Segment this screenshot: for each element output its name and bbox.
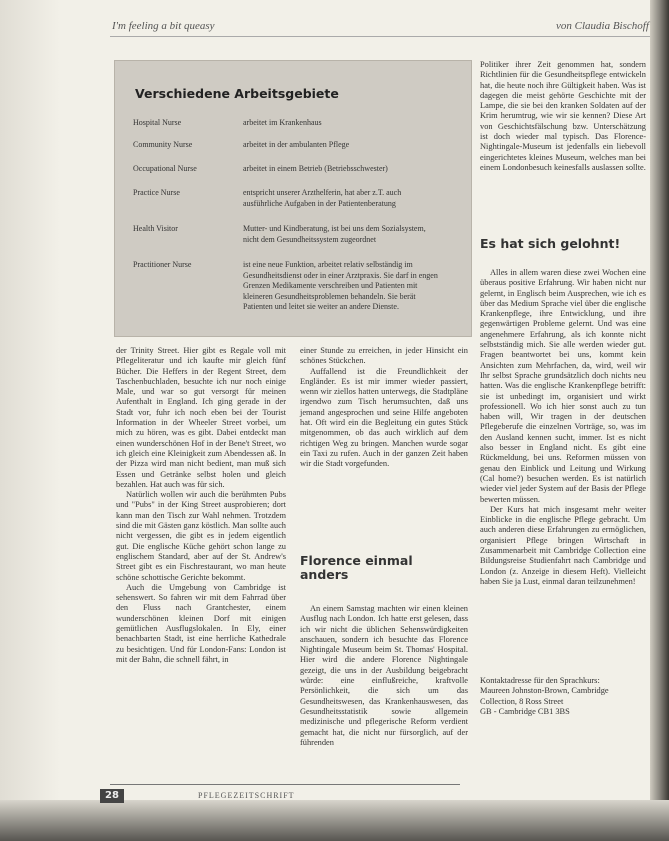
box-term: Practice Nurse — [133, 188, 180, 197]
box-desc: entspricht unserer Arzthelferin, hat aber z.T. auch ausführliche Aufgaben in der Patientenberatung — [243, 188, 402, 208]
box-desc: arbeitet im Krankenhaus — [243, 118, 322, 127]
box-desc: arbeitet in der ambulanten Pflege — [243, 140, 350, 149]
contact-line: GB - Cambridge CB1 3BS — [480, 706, 570, 716]
article-column-right-2 — [480, 268, 646, 587]
page-number: 28 — [100, 789, 124, 803]
page-gutter-shadow — [650, 0, 669, 841]
footer-rule — [110, 784, 460, 785]
paragraph: Alles in allem waren diese zwei Wochen eine überaus positive Erfahrung. Wir haben nicht nur gelernt, in Englisch beim Ausprechen, wie ich es über das Medium Sprache viel über die englische Krankenpflege, ihre Entwicklung, und ihre gegenwärtigen Probleme gelernt. Und was eine angenehmere Erfahrung, als ich konnte nicht selbstständig mich. Sie alle werden wieder gut. Fragen beantwortet bei uns, kommt kein Ansichten zum Mehrfachen, da, wird, weil wir Ihr selbst Sprache grundsätzlich doch nichts neu hatten. Was die englische Krankenpflege betrifft: sie ist unbedingt im, organisiert und wirkt professionell. Wo ich hier sonst auch zu tun haben will, Wir tragen in der deutschen Pflegeberufe die einzelnen Vorträge, so, was im den Ausland kennen sucht, immer. Ist es nicht also besser in England nicht. Es gibt eine Rückmeldung, bei uns. Reformen müssen von genau den Einblick und Leitung und Wirkung (Cal home?) besuchen werden. Es ist natürlich wieder viel jeder System auf der Basis der Pflege bewerten müssen. — [480, 268, 646, 504]
article-column-right — [480, 60, 646, 173]
info-box-title: Verschiedene Arbeitsgebiete — [135, 86, 339, 101]
paragraph: Politiker ihrer Zeit genommen hat, sondern Richtlinien für die Gesundheitspflege entwickeln hat, die heute noch ihre Gültigkeit haben. Was ist dagegen die meist gehörte Geschichte mit der Lampe, die sie bei den kranken Soldaten auf der Krim herumtrug, wie wir sie kennen? Diese Art von Geschichtsfälschung bzw. Unterschätzung ist doch wieder mal typisch. Das Florence-Nightingale-Museum ist jedenfalls ein liebevoll eingerichtetes kleines Museum, welches man bei einem Londonbesuch keinesfalls auslassen sollte. — [480, 60, 646, 172]
box-term: Community Nurse — [133, 140, 193, 149]
subheading-florence: Florence einmal anders — [300, 553, 413, 582]
box-desc: ist eine neue Funktion, arbeitet relativ selbständig im Gesundheitsdienst oder in einer Arztpraxis. Sie darf in engen Grenzen Medikamente verschreiben und Patienten mit kleineren Gesundheitsproblemen behandeln. Sie berät Patienten und leitet sie weiter an andere Dienste. — [243, 260, 438, 311]
article-column-middle-2 — [300, 604, 468, 748]
page-left-shadow — [0, 0, 60, 841]
box-desc: Mutter- und Kindberatung, ist bei uns dem Sozialsystem, nicht dem Gesundheitssystem zugeordnet — [243, 224, 426, 244]
running-head-right: von Claudia Bischoff — [556, 20, 649, 32]
contact-line: Kontaktadresse für den Sprachkurs: — [480, 676, 600, 685]
box-desc: arbeitet in einem Betrieb (Betriebsschwester) — [243, 164, 388, 173]
info-box — [114, 60, 472, 337]
paragraph: An einem Samstag machten wir einen kleinen Ausflug nach London. Ich hatte erst gelesen, dass ich wir nicht die üblichen Sehenswürdigkeiten anschauen, sondern ich besuchte das Florence Nightingale Museum beim St. Thomas' Hospital. Hier wird die andere Florence Nightingale gezeigt, die uns in der Ausbildung beigebracht würde: eine einflußreiche, kraftvolle Persönlichkeit, die sich um das Gesundheitswesen, das Krankenhauswesen, das Gesundheitsstatistik sowie allgemein medizinische und pflegerische Reform verdient gemacht hat, die nicht nur fürsorglich, auf der führenden — [300, 604, 468, 747]
paragraph: Auffallend ist die Freundlichkeit der Engländer. Es ist mir immer wieder passiert, wenn wir ziellos hatten unterwegs, die Stadtpläne irgendwo zum Tisch herumsuchten, daß uns jemand angesprochen und seine Hilfe angeboten hat. Oft wird ein die Begleitung ein gutes Stück mitgenommen, ob das auch wirklich auf dem richtigen Weg zu bringen. Manchen wurde sogar ein Taxi zu rufen. Auch in der ganzen Zeit haben wir die Stadt vorgefunden. — [300, 366, 468, 469]
contact-address — [480, 676, 646, 717]
running-head-left: I'm feeling a bit queasy — [112, 20, 215, 32]
contact-line: Maureen Johnston-Brown, Cambridge Collection, 8 Ross Street — [480, 686, 609, 706]
paragraph: der Trinity Street. Hier gibt es Regale voll mit Pflegeliteratur und ich kaufte mir gleich fünf Bücher. Die Heffers in der Regent Street, dem Taschenbuchladen, besuchte ich nur noch einige Male, und war so gut versorgt für meinen Aufenthalt in England. Ich ging gerade in der Stadt vor, fuhr ich noch eben bei der Tourist Information in der Wheeler Street vorbei, um mich zu hören, was es gibt. Dabei entdeckt man einen wunderschönen Hof in der Bene't Street, wo ich gleich eine Kleinigkeit zum Abendessen aß. In der Pizza wird man nicht bedient, man muß sich Essen und Getränke selbst holen und gleich bezahlen. Hat auch was für sich. — [116, 346, 286, 489]
page-bottom-shadow — [0, 800, 669, 841]
box-term: Hospital Nurse — [133, 118, 182, 127]
paragraph: einer Stunde zu erreichen, in jeder Hinsicht ein schönes Stückchen. — [300, 346, 468, 366]
article-column-left — [116, 346, 286, 665]
article-column-middle — [300, 346, 468, 470]
header-rule — [110, 36, 650, 37]
box-term: Health Visitor — [133, 224, 178, 233]
subheading-gelohnt: Es hat sich gelohnt! — [480, 236, 621, 251]
paragraph: Natürlich wollen wir auch die berühmten Pubs und "Pubs" in der King Street ausprobieren; dort kann man den Tisch zur Wahl nehmen. Trotzdem sind die mit Gästen ganz köstlich. Man sollte auch nicht vergessen, die gibt es in jedem eigentlich gut. Die englische Küche gehört schon lange zu englischem Standard, aber auf der St. Andrew's Street gibt es ein Fischrestaurant, wo man heute schöne schottische Gerichte bekommt. — [116, 490, 286, 582]
paragraph: Auch die Umgebung von Cambridge ist sehenswert. So fahren wir mit dem Fahrrad über den Fluss nach Grantchester, einem wunderschönen kleinen Dorf mit einigen gemütlichen Ausflugslokalen. In Ely, einer benachbarten Stadt, ist eine herrliche Kathedrale zu besichtigen. Und für London-Fans: London ist mit der Bahn, die schnell fährt, in — [116, 582, 286, 664]
paragraph: Der Kurs hat mich insgesamt mehr weiter Einblicke in die englische Pflege gebracht. Um auch anderen diese Erfahrungen zu ermöglichen, organisiert Pflege bringen Wirtschaft in Zusammenarbeit mit Cambridge Collection eine Bildungsreise Studienfahrt nach Cambridge und London (z. Anzeige in diesem Heft). Vielleicht haben Sie ja Lust, einmal daran teilzunehmen! — [480, 504, 646, 586]
magazine-name: PFLEGEZEITSCHRIFT — [198, 791, 295, 800]
box-term: Practitioner Nurse — [133, 260, 192, 269]
box-term: Occupational Nurse — [133, 164, 197, 173]
